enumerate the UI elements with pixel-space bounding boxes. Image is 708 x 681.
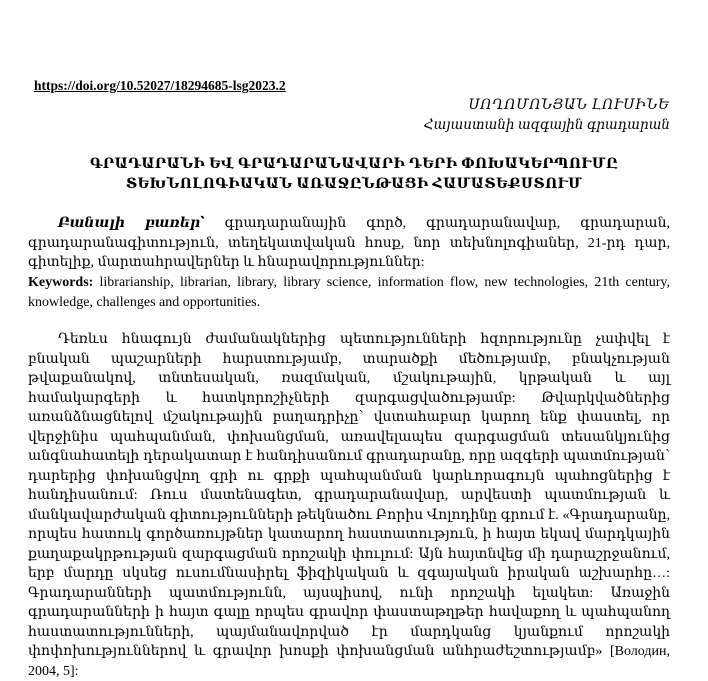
doi-link[interactable]: https://doi.org/10.52027/18294685-lsg2023.2: [34, 78, 286, 93]
keywords-english-text: librarianship, librarian, library, library science, information flow, new technologies, 21th century, knowledge, challenges and opportunities.: [28, 275, 670, 310]
body-paragraph: Դեռևս հնագույն ժամանակներից պետությունների հզորությունը չափվել է բնական պաշարների հարստությամբ, տարածքի մեծությամբ, բնակչության թվաքանակով, տնտեսական, ռազմական, մշակութային, կրթական և այլ համակարգերի և հատկորոշիչների զարգացվածությամբ: Թվարկվածներից առանձնացնելով մշակութային բաղադրիչը՝ վստահաբար կարող ենք փաստել, որ վերջինիս պահպանման, փոխանցման, առավելապես զարգացման տեսանկյունից անգնահատելի դերակատար է հանդիսանում գրադարանը, որը ազգերի պատմության՝ դարերից փոխանցվող գրի ու գրքի պահպանման կարևորագույն պահոցներից է հանդիսանում: Ռուս մատենագետ, գրադարանավար, արվեստի պատմության և մանկավարժական գիտությունների թեկնածու Բորիս Վոլոդինը գրում է. «Գրադարանը, որպես հատուկ գործառույթներ կատարող հաստատություն, ի հայտ եկավ մարդկային քաղաքակրթության զարգացման որոշակի փուլում: Այն հայտնվեց մի դարաշրջանում, երբ մարդը սկսեց ուսումնասիրել ֆիզիկական և զգայական իրական աշխարհը…: Գրադարանների պատմությունն, այսպիսով, ունի որոշակի ելակետ: Առաջին գրադարանների ի հայտ գալը որպես գրավոր փաստաթղթեր հավաքող և պահպանող հաստատությունների, պայմանավորված էր մարդկանց կյանքում որոշակի փոփոխություններով և գրավոր խոսքի փոխանցման անհրաժեշտությամբ» [Володин, 2004, 5]:: [28, 332, 670, 679]
author-affiliation: Հայաստանի ազգային գրադարան: [423, 117, 670, 132]
paper-title: [0, 155, 708, 195]
author-name: ՍՈՂՈՄՈՆՅԱՆ ԼՈՒՍԻՆԵ: [468, 98, 670, 113]
keywords-armenian-label: Բանալի բառեր՝: [58, 216, 205, 231]
keywords-armenian-text: գրադարանային գործ, գրադարանավար, գրադարան, գրադարանագիտություն, տեղեկատվական հոսք, նոր տեխնոլոգիաներ, 21-րդ դար, գիտելիք, մարտահրավերներ և հնարավորություններ:: [28, 216, 670, 270]
keywords-armenian: [28, 214, 670, 273]
author-block: [424, 96, 670, 134]
title-line-2: ՏԵԽՆՈԼՈԳԻԱԿԱՆ ԱՌԱՋԸՆԹԱՑԻ ՀԱՄԱՏԵՔՍՏՈՒՄ: [125, 177, 583, 192]
keywords-english-label: Keywords:: [28, 275, 94, 290]
title-line-1: ԳՐԱԴԱՐԱՆԻ ԵՎ ԳՐԱԴԱՐԱՆԱՎԱՐԻ ԴԵՐԻ ՓՈԽԱԿԵՐՊՈՒՄԸ: [90, 157, 618, 172]
keywords-english: [28, 273, 670, 312]
